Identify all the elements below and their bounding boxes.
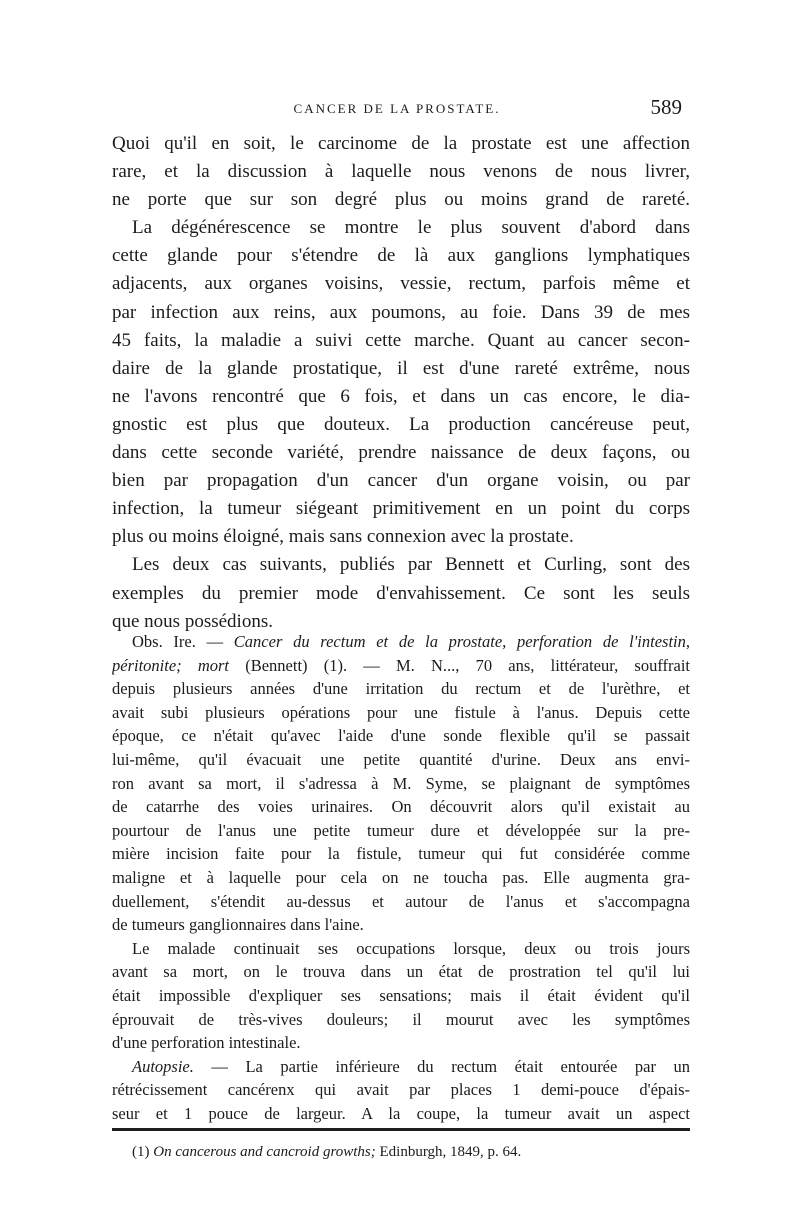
text-line: adjacents, aux organes voisins, vessie, rectum, parfois même et bbox=[112, 273, 690, 295]
text-line: plus ou moins éloigné, mais sans connexion avec la prostate. bbox=[112, 526, 574, 548]
text-line: seur et 1 pouce de largeur. A la coupe, la tumeur avait un aspect bbox=[112, 1103, 690, 1123]
text-line: ne l'avons rencontré que 6 fois, et dans un cas encore, le dia- bbox=[112, 385, 690, 407]
autopsie-line bbox=[112, 1055, 690, 1079]
footnote-rule bbox=[112, 1128, 690, 1131]
text-line: duellement, s'étendit au-dessus et autour de l'anus et s'accompagna bbox=[112, 891, 690, 911]
obs-title-line-2 bbox=[112, 654, 690, 678]
text-line: exemples du premier mode d'envahissement. Ce sont les seuls bbox=[112, 582, 690, 604]
text-line: Les deux cas suivants, publiés par Bennett et Curling, sont des bbox=[132, 554, 690, 576]
text-line: avant sa mort, on le trouva dans un état de prostration tel qu'il lui bbox=[112, 962, 690, 982]
text-line: époque, ce n'était qu'avec l'aide d'une sonde flexible qu'il se passait bbox=[112, 726, 690, 746]
autopsie-label: Autopsie. bbox=[132, 1056, 194, 1076]
text-line: infection, la tumeur siégeant primitivement en un point du corps bbox=[112, 498, 690, 520]
text-line: pourtour de l'anus une petite tumeur dure et développée sur la pre- bbox=[112, 820, 690, 840]
page-number: 589 bbox=[650, 95, 682, 119]
text-line: daire de la glande prostatique, il est d'une rareté extrême, nous bbox=[112, 357, 690, 379]
obs-line2-rest: (Bennett) (1). — M. N..., 70 ans, littérateur, souffrait bbox=[229, 655, 690, 675]
text-line: La dégénérescence se montre le plus souvent d'abord dans bbox=[132, 217, 690, 239]
text-line: depuis plusieurs années d'une irritation du rectum et de l'urèthre, et bbox=[112, 679, 690, 699]
text-line: par infection aux reins, aux poumons, au foie. Dans 39 de mes bbox=[112, 301, 690, 323]
autopsie-first: — La partie inférieure du rectum était entourée par un bbox=[193, 1056, 690, 1076]
text-line: 45 faits, la maladie a suivi cette marche. Quant au cancer secon- bbox=[112, 329, 690, 351]
text-line: ron avant sa mort, il s'adressa à M. Syme, se plaignant de symptômes bbox=[112, 773, 690, 793]
text-line: maligne et à laquelle pour cela on ne toucha pas. Elle augmenta gra- bbox=[112, 867, 690, 887]
footnote bbox=[132, 1144, 692, 1161]
text-line: lui-même, qu'il évacuait une petite quantité d'urine. Deux ans envi- bbox=[112, 749, 690, 769]
observation-text bbox=[112, 630, 690, 1125]
text-line: de tumeurs ganglionnaires dans l'aine. bbox=[112, 915, 364, 935]
text-line: avait subi plusieurs opérations pour une fistule à l'anus. Depuis cette bbox=[112, 702, 690, 722]
running-title: CANCER DE LA PROSTATE. bbox=[293, 101, 501, 116]
text-line: de catarrhe des voies urinaires. On découvrit alors qu'il existait au bbox=[112, 797, 690, 817]
obs-label: Obs. Ire. — bbox=[132, 632, 234, 651]
text-line: cette glande pour s'étendre de là aux ganglions lymphatiques bbox=[112, 245, 690, 267]
text-line: éprouvait de très-vives douleurs; il mourut avec les symptômes bbox=[112, 1009, 690, 1029]
main-body-text bbox=[112, 130, 690, 636]
obs-title-2: péritonite; mort bbox=[112, 655, 230, 675]
text-line: rare, et la discussion à laquelle nous venons de nous livrer, bbox=[112, 161, 690, 183]
text-line: ne porte que sur son degré plus ou moins grand de rareté. bbox=[112, 189, 690, 211]
obs-title: Cancer du rectum et de la prostate, perforation de l'intestin, bbox=[233, 632, 690, 651]
text-line: d'une perforation intestinale. bbox=[112, 1033, 301, 1053]
text-line: mière incision faite pour la fistule, tumeur qui fut considérée comme bbox=[112, 844, 690, 864]
text-line: que nous possédions. bbox=[112, 610, 273, 632]
text-line: Quoi qu'il en soit, le carcinome de la prostate est une affection bbox=[112, 133, 690, 154]
footnote-rest: Edinburgh, 1849, p. 64. bbox=[375, 1144, 522, 1160]
page-header bbox=[112, 97, 682, 121]
text-line: gnostic est plus que douteux. La production cancéreuse peut, bbox=[112, 413, 690, 435]
footnote-marker: (1) bbox=[132, 1144, 154, 1160]
obs-title-line bbox=[112, 630, 690, 654]
text-line: dans cette seconde variété, prendre naissance de deux façons, ou bbox=[112, 442, 690, 464]
text-line: Le malade continuait ses occupations lorsque, deux ou trois jours bbox=[132, 938, 690, 958]
text-line: bien par propagation d'un cancer d'un organe voisin, ou par bbox=[112, 470, 690, 492]
text-line: rétrécissement cancérenx qui avait par places 1 demi-pouce d'épais- bbox=[112, 1080, 690, 1100]
footnote-title: On cancerous and cancroid growths; bbox=[153, 1144, 376, 1160]
text-line: était impossible d'expliquer ses sensations; mais il était évident qu'il bbox=[112, 985, 690, 1005]
